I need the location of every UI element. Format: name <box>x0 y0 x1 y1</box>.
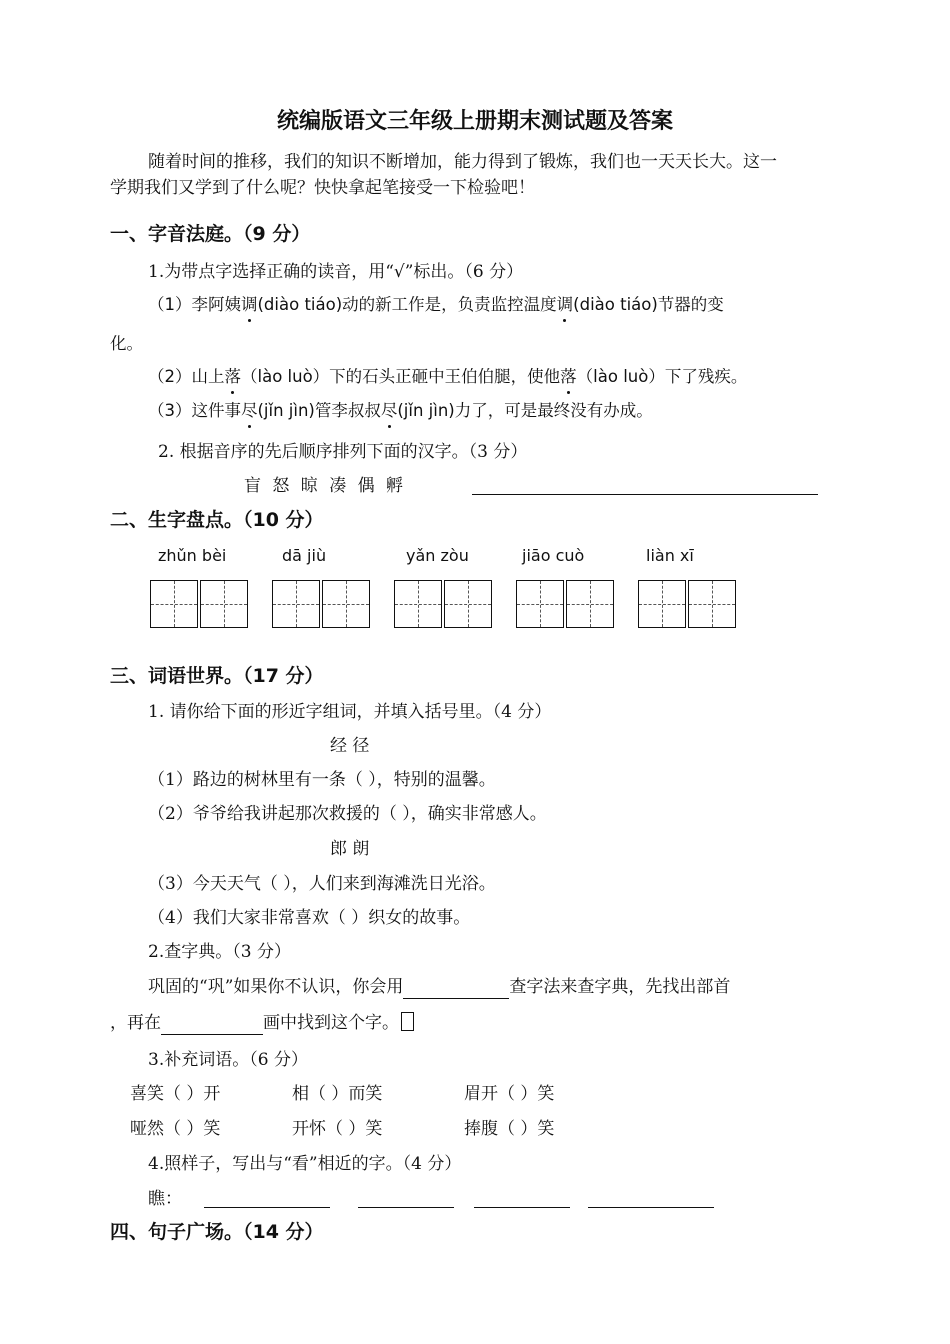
writing-grid-box[interactable] <box>150 580 198 628</box>
dotted-char: 调 <box>557 293 574 317</box>
s1-item-3-c: (jǐn jìn)力了，可是最终没有办成。 <box>397 401 653 420</box>
dict-text-d: 画中找到这个字。 <box>263 1013 399 1033</box>
writing-grid-box[interactable] <box>394 580 442 628</box>
section-2-heading: 二、生字盘点。（10 分） <box>110 509 324 531</box>
s3-question-1: 1. 请你给下面的形近字组词，并填入括号里。（4 分） <box>148 702 552 722</box>
idiom-2: 相（ ）而笑 <box>292 1084 383 1104</box>
dict-text-b: 查字法来查字典，先找出部首 <box>509 977 731 997</box>
section-4-heading: 四、句子广场。（14 分） <box>110 1221 324 1243</box>
placeholder-box-icon <box>401 1012 414 1031</box>
writing-grid-box[interactable] <box>516 580 564 628</box>
answer-blank[interactable] <box>358 1189 454 1208</box>
s1-question-1: 1.为带点字选择正确的读音，用“√”标出。（6 分） <box>148 262 524 282</box>
writing-grid-box[interactable] <box>200 580 248 628</box>
s3-example: 瞧： <box>148 1189 182 1209</box>
s1-question-2: 2. 根据音序的先后顺序排列下面的汉字。（3 分） <box>158 442 528 462</box>
s3-line-1: （1）路边的树林里有一条（ ），特别的温馨。 <box>148 770 496 790</box>
idiom-6: 捧腹（ ）笑 <box>464 1119 555 1139</box>
dotted-char: 尽 <box>241 399 258 423</box>
idiom-1: 喜笑（ ）开 <box>130 1084 221 1104</box>
s1-item-2-a: （2）山上 <box>148 367 225 386</box>
idiom-3: 眉开（ ）笑 <box>464 1084 555 1104</box>
pinyin-1: zhǔn bèi <box>158 546 227 565</box>
section-1-heading: 一、字音法庭。（9 分） <box>110 223 311 245</box>
writing-grid-box[interactable] <box>322 580 370 628</box>
answer-blank[interactable] <box>161 1016 263 1035</box>
s3-dict-line-2 <box>110 1011 414 1035</box>
dict-text-a: 巩固的“巩”如果你不认识，你会用 <box>148 977 404 997</box>
s1-item-1-b: (diào tiáo)动的新工作是，负责监控温度 <box>257 295 557 314</box>
s1-item-1 <box>148 293 724 317</box>
dotted-char: 尽 <box>381 399 398 423</box>
pinyin-3: yǎn zòu <box>406 546 469 565</box>
s1-chars: 盲 怒 晾 凑 偶 孵 <box>244 476 404 496</box>
s1-item-1-c: (diào tiáo)节器的变 <box>573 295 724 314</box>
idiom-5: 开怀（ ）笑 <box>292 1119 383 1139</box>
section-3-heading: 三、词语世界。（17 分） <box>110 665 324 687</box>
s3-line-2: （2）爷爷给我讲起那次救援的（ ），确实非常感人。 <box>148 804 547 824</box>
writing-grid-box[interactable] <box>638 580 686 628</box>
dict-text-c: ，再在 <box>110 1013 161 1033</box>
s1-item-1-a: （1）李阿姨 <box>148 295 241 314</box>
s1-item-2 <box>148 365 747 389</box>
writing-grid-box[interactable] <box>566 580 614 628</box>
s1-item-3-b: (jǐn jìn)管李叔叔 <box>257 401 381 420</box>
writing-grid-box[interactable] <box>688 580 736 628</box>
s3-question-3: 3.补充词语。（6 分） <box>148 1050 308 1070</box>
pinyin-4: jiāo cuò <box>522 546 585 565</box>
answer-blank[interactable] <box>588 1189 714 1208</box>
writing-grid-box[interactable] <box>272 580 320 628</box>
intro-line-1: 随着时间的推移，我们的知识不断增加，能力得到了锻炼，我们也一天天长大。这一 <box>148 152 777 172</box>
s3-pair-2: 郎 朗 <box>330 839 370 859</box>
dotted-char: 调 <box>241 293 258 317</box>
s3-pair-1: 经 径 <box>330 736 370 756</box>
s1-item-3-a: （3）这件事 <box>148 401 241 420</box>
intro-line-2: 学期我们又学到了什么呢？快快拿起笔接受一下检验吧！ <box>110 178 535 198</box>
dotted-char: 落 <box>560 365 577 389</box>
answer-blank[interactable] <box>403 980 509 999</box>
answer-blank[interactable] <box>474 1189 570 1208</box>
s3-dict-line-1 <box>148 975 730 999</box>
s1-item-3 <box>148 399 653 423</box>
s3-line-4: （4）我们大家非常喜欢（ ）织女的故事。 <box>148 908 471 928</box>
s1-item-1-cont: 化。 <box>110 334 143 353</box>
s3-line-3: （3）今天天气（ ），人们来到海滩洗日光浴。 <box>148 874 496 894</box>
writing-grid-box[interactable] <box>444 580 492 628</box>
idiom-4: 哑然（ ）笑 <box>130 1119 221 1139</box>
s1-item-2-b: （lào luò）下的石头正砸中王伯伯腿，使他 <box>241 367 561 386</box>
answer-blank[interactable] <box>472 476 818 495</box>
pinyin-5: liàn xī <box>646 546 694 565</box>
s3-question-4: 4.照样子，写出与“看”相近的字。（4 分） <box>148 1154 462 1174</box>
s3-question-2: 2.查字典。（3 分） <box>148 942 291 962</box>
page-title: 统编版语文三年级上册期末测试题及答案 <box>276 109 673 134</box>
s1-item-2-c: （lào luò）下了残疾。 <box>576 367 748 386</box>
pinyin-2: dā jiù <box>282 546 327 565</box>
dotted-char: 落 <box>225 365 242 389</box>
answer-blank[interactable] <box>204 1189 330 1208</box>
